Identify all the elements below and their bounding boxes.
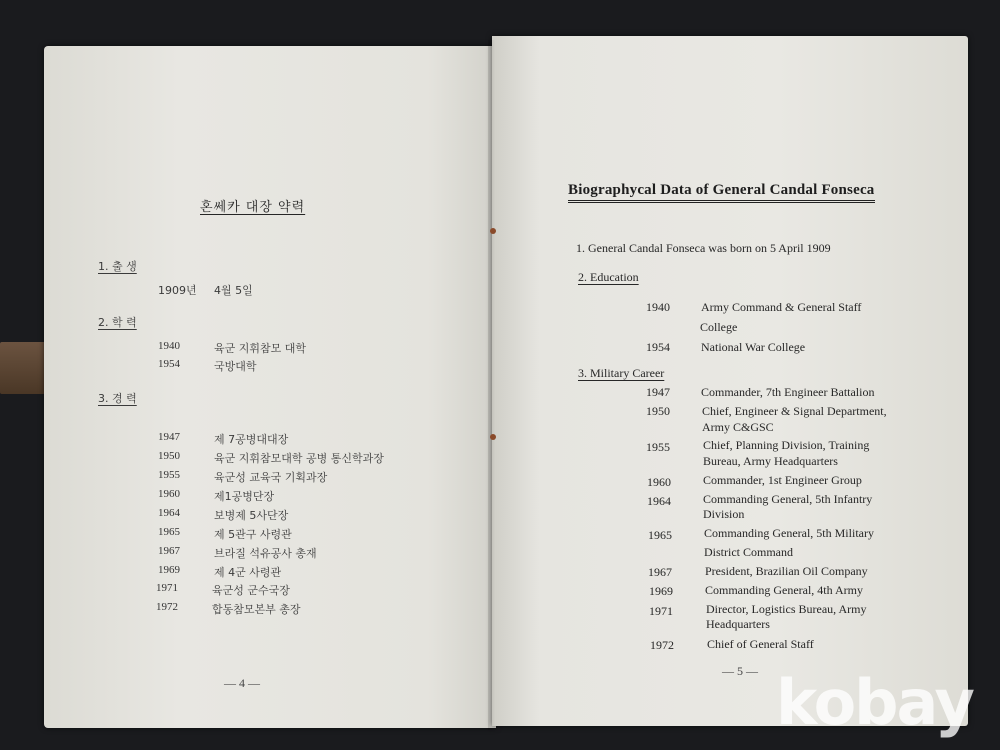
birth-year: 1909년 <box>158 284 197 297</box>
career-text-en: Commanding General, 4th Army <box>705 583 863 597</box>
career-year-en: 1960 <box>647 475 671 489</box>
career-text-en-line2: Division <box>703 507 745 521</box>
edu-text-en-line2: College <box>700 320 738 334</box>
career-text: 제 4군 사령관 <box>214 566 282 579</box>
career-year: 1972 <box>156 601 178 613</box>
career-year-en: 1965 <box>648 528 672 542</box>
edu-year-en: 1954 <box>646 340 670 354</box>
page-number-left: — 4 — <box>224 676 260 690</box>
career-text-en-line2: Bureau, Army Headquarters <box>703 454 838 468</box>
career-text-en-line2: Army C&GSC <box>702 420 774 434</box>
career-year: 1971 <box>156 582 178 594</box>
career-text: 육군성 교육국 기획과장 <box>214 471 328 484</box>
career-year: 1969 <box>158 564 180 576</box>
career-year-en: 1955 <box>646 440 670 454</box>
career-text-en: Commander, 1st Engineer Group <box>703 473 862 487</box>
career-text-en: Director, Logistics Bureau, Army <box>706 602 867 616</box>
section-heading-birth: 1. 출 생 <box>98 260 137 273</box>
career-text: 합동참모본부 총장 <box>212 603 301 616</box>
career-text: 제1공병단장 <box>214 490 275 503</box>
career-text: 제 7공병대대장 <box>214 433 289 446</box>
page-number-right: — 5 — <box>722 664 758 678</box>
edu-year: 1954 <box>158 358 180 370</box>
career-text-en-line2: District Command <box>704 545 793 559</box>
career-text-en: Commanding General, 5th Infantry <box>703 492 873 506</box>
career-year-en: 1967 <box>648 565 672 579</box>
left-page <box>44 46 496 728</box>
career-year: 1950 <box>158 450 180 462</box>
career-year-en: 1969 <box>649 584 673 598</box>
career-text: 육군 지휘참모대학 공병 통신학과장 <box>214 452 384 465</box>
career-text-en: Chief, Planning Division, Training <box>703 438 870 452</box>
career-year: 1955 <box>158 469 180 481</box>
right-page-title: Biographycal Data of General Candal Fonseca <box>568 182 875 203</box>
edu-text: 육군 지휘참모 대학 <box>214 342 307 355</box>
career-year-en: 1947 <box>646 385 670 399</box>
section-heading-career-en: 3. Military Career <box>578 366 665 380</box>
career-text: 보병제 5사단장 <box>214 509 289 522</box>
watermark-logo: kobay <box>776 666 973 739</box>
staple <box>490 228 496 234</box>
edu-year: 1940 <box>158 340 180 352</box>
career-year: 1967 <box>158 545 180 557</box>
career-text: 브라질 석유공사 총재 <box>214 547 317 560</box>
career-year: 1960 <box>158 488 180 500</box>
edu-text: 국방대학 <box>214 360 257 373</box>
staple <box>490 434 496 440</box>
section-heading-education-en: 2. Education <box>578 270 639 284</box>
birth-date: 4월 5일 <box>214 284 253 297</box>
edu-text-en: Army Command & General Staff <box>701 300 862 314</box>
right-page <box>492 36 968 726</box>
section-heading-education: 2. 학 력 <box>98 316 137 329</box>
book-gutter <box>488 40 500 730</box>
career-text-en: Commander, 7th Engineer Battalion <box>701 385 875 399</box>
career-text: 육군성 군수국장 <box>212 584 290 597</box>
career-text: 제 5관구 사령관 <box>214 528 292 541</box>
career-year: 1947 <box>158 431 180 443</box>
birth-statement: 1. General Candal Fonseca was born on 5 April 1909 <box>576 241 831 255</box>
edu-year-en: 1940 <box>646 300 670 314</box>
career-text-en: Chief of General Staff <box>707 637 814 651</box>
career-text-en-line2: Headquarters <box>706 617 770 631</box>
career-year-en: 1964 <box>647 494 671 508</box>
career-year-en: 1950 <box>646 404 670 418</box>
career-text-en: Chief, Engineer & Signal Department, <box>702 404 887 418</box>
career-text-en: President, Brazilian Oil Company <box>705 564 868 578</box>
edu-text-en: National War College <box>701 340 806 354</box>
career-year: 1965 <box>158 526 180 538</box>
section-heading-career: 3. 경 력 <box>98 392 137 405</box>
career-text-en: Commanding General, 5th Military <box>704 526 874 540</box>
career-year: 1964 <box>158 507 180 519</box>
career-year-en: 1971 <box>649 604 673 618</box>
career-year-en: 1972 <box>650 638 674 652</box>
left-page-title: 혼쎄카 대장 약력 <box>200 200 306 215</box>
